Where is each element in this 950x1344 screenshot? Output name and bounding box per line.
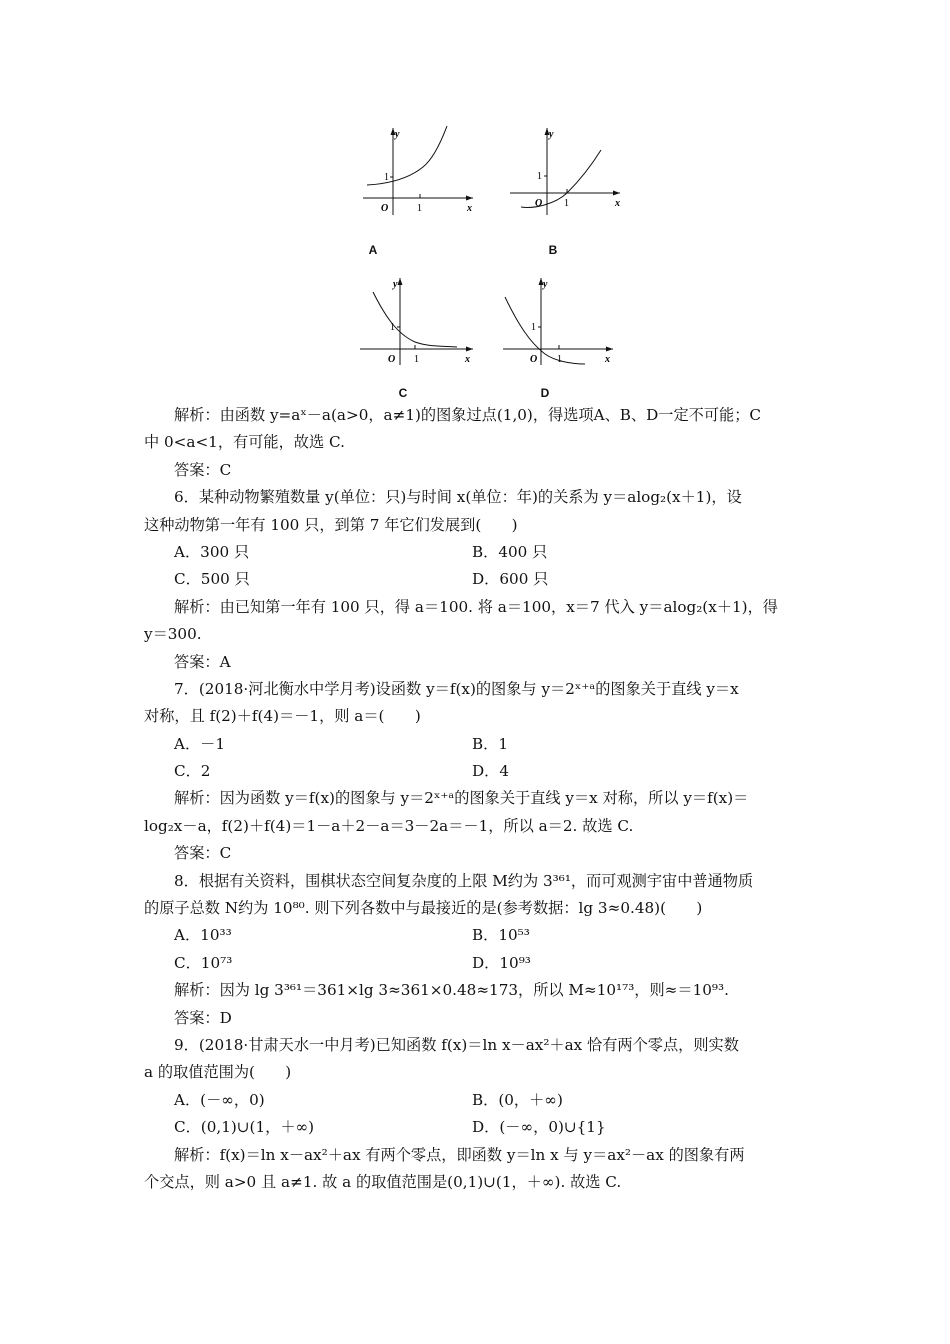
q6-option-b: B．400 只 — [472, 542, 548, 561]
x-axis-arrow — [613, 191, 620, 196]
q8-stem-line-1: 8．根据有关资料，围棋状态空间复杂度的上限 M约为 3³⁶¹，而可观测宇宙中普通物质 — [174, 871, 754, 890]
q7-options-row-1 — [144, 731, 810, 758]
q7-options-row-2 — [144, 758, 810, 785]
q7-analysis-line-2: log₂x－a，f(2)＋f(4)＝1－a＋2－a＝3－2a＝－1，所以 a＝2. 故选 C. — [144, 816, 634, 835]
q8-option-d: D．10⁹³ — [472, 953, 531, 972]
graph-c-label: C — [398, 386, 408, 400]
graph-c-plot — [355, 270, 485, 370]
q9-stem-line-1: 9．(2018·甘肃天水一中月考)已知函数 f(x)＝ln x－ax²＋ax 恰有两个零点，则实数 — [174, 1035, 739, 1054]
q6-analysis-line-2: y＝300. — [144, 625, 202, 644]
q7-option-d: D．4 — [472, 762, 510, 781]
q9-option-b: B．(0，＋∞) — [472, 1090, 563, 1109]
graph-c-curve — [373, 292, 457, 347]
q8-stem-line-2: 的原子总数 N约为 10⁸⁰. 则下列各数中与最接近的是(参考数据：lg 3≈0.48)( ) — [144, 899, 703, 918]
q8-answer: 答案：D — [174, 1008, 232, 1027]
x-axis-label: x — [467, 203, 472, 214]
q7-stem-line-1: 7．(2018·河北衡水中学月考)设函数 y＝f(x)的图象与 y＝2ˣ⁺ᵃ的图象关于直线 y＝x — [174, 679, 739, 698]
graph-b-plot — [505, 120, 635, 220]
q7-answer: 答案：C — [174, 844, 232, 863]
q8-analysis-line-1: 解析：因为 lg 3³⁶¹＝361×lg 3≈361×0.48≈173，所以 M≈10¹⁷³，则≈＝10⁹³. — [174, 981, 729, 1000]
q8-options-row-1 — [144, 922, 810, 949]
document-text — [144, 402, 810, 1196]
q9-analysis-line-2: 个交点，则 a>0 且 a≠1. 故 a 的取值范围是(0,1)∪(1，＋∞). 故选 C. — [144, 1172, 622, 1191]
q9-stem-line-2: a 的取值范围为( ) — [144, 1063, 292, 1082]
x-axis-label: x — [465, 354, 470, 365]
y-tick-label: 1 — [390, 322, 395, 333]
origin-label: O — [381, 203, 389, 214]
q6-option-c: C．500 只 — [174, 570, 250, 589]
y-tick-label: 1 — [531, 322, 536, 333]
q6-options-row-1 — [144, 539, 810, 566]
q9-option-d: D．(－∞，0)∪{1} — [472, 1118, 606, 1137]
q6-option-d: D．600 只 — [472, 570, 549, 589]
q9-option-a: A．(－∞，0) — [174, 1090, 265, 1109]
graph-b-label: B — [548, 243, 558, 257]
q6-analysis-line-1: 解析：由已知第一年有 100 只，得 a＝100. 将 a＝100，x＝7 代入 y＝alog₂(x＋1)，得 — [174, 597, 778, 616]
q8-options-row-2 — [144, 950, 810, 977]
x-tick-label: 1 — [564, 198, 569, 209]
y-axis-arrow — [398, 278, 403, 285]
graph-b — [505, 120, 635, 257]
graph-a-curve — [367, 126, 447, 185]
x-axis-arrow — [466, 196, 473, 201]
origin-label: O — [388, 354, 396, 365]
y-axis-label: y — [393, 279, 398, 290]
y-axis-label: y — [395, 129, 400, 140]
x-axis-label: x — [615, 198, 620, 209]
x-tick-label: 1 — [557, 354, 562, 365]
q8-option-c: C．10⁷³ — [174, 953, 233, 972]
q7-option-c: C．2 — [174, 762, 211, 781]
q9-option-c: C．(0,1)∪(1，＋∞) — [174, 1118, 315, 1137]
q5-answer: 答案：C — [174, 460, 232, 479]
y-axis-label: y — [543, 279, 548, 290]
function-graphs-figure — [355, 120, 625, 405]
origin-label: O — [530, 354, 538, 365]
graph-b-curve — [521, 150, 601, 207]
x-axis-arrow — [606, 347, 613, 352]
graph-d — [495, 270, 625, 400]
graph-a — [355, 120, 485, 257]
graph-d-curve — [505, 297, 585, 364]
q6-stem-line-2: 这种动物第一年有 100 只，到第 7 年它们发展到( ) — [144, 515, 518, 534]
q5-analysis-line-2: 中 0<a<1，有可能，故选 C. — [144, 433, 345, 452]
graph-c — [355, 270, 485, 400]
graph-a-plot — [355, 120, 485, 220]
q7-analysis-line-1: 解析：因为函数 y＝f(x)的图象与 y＝2ˣ⁺ᵃ的图象关于直线 y＝x 对称，所以 y＝f(x)＝ — [174, 789, 749, 808]
q7-option-b: B．1 — [472, 734, 509, 753]
q6-options-row-2 — [144, 566, 810, 593]
graph-d-label: D — [540, 386, 550, 400]
y-axis-label: y — [549, 129, 554, 140]
q5-analysis-line-1: 解析：由函数 y=aˣ－a(a>0，a≠1)的图象过点(1,0)，得选项A、B、D一定不可能；C — [174, 406, 762, 424]
q8-option-b: B．10⁵³ — [472, 926, 530, 945]
q9-analysis-line-1: 解析：f(x)＝ln x－ax²＋ax 有两个零点，即函数 y＝ln x 与 y＝ax²－ax 的图象有两 — [174, 1145, 745, 1164]
q9-options-row-1 — [144, 1087, 810, 1114]
q6-answer: 答案：A — [174, 652, 231, 671]
x-axis-arrow — [466, 347, 473, 352]
q8-option-a: A．10³³ — [174, 926, 232, 945]
q6-stem-line-1: 6．某种动物繁殖数量 y(单位：只)与时间 x(单位：年)的关系为 y＝alog₂(x＋1)，设 — [174, 488, 742, 507]
graph-a-label: A — [368, 243, 378, 257]
x-axis-label: x — [605, 354, 610, 365]
q6-option-a: A．300 只 — [174, 542, 250, 561]
q9-options-row-2 — [144, 1114, 810, 1141]
x-tick-label: 1 — [414, 354, 419, 365]
q7-option-a: A．－1 — [174, 734, 226, 753]
y-tick-label: 1 — [537, 171, 542, 182]
x-tick-label: 1 — [417, 203, 422, 214]
origin-label: O — [535, 198, 543, 209]
y-tick-label: 1 — [384, 172, 389, 183]
q7-stem-line-2: 对称，且 f(2)＋f(4)＝－1，则 a＝( ) — [144, 707, 421, 726]
graph-d-plot — [495, 270, 625, 370]
